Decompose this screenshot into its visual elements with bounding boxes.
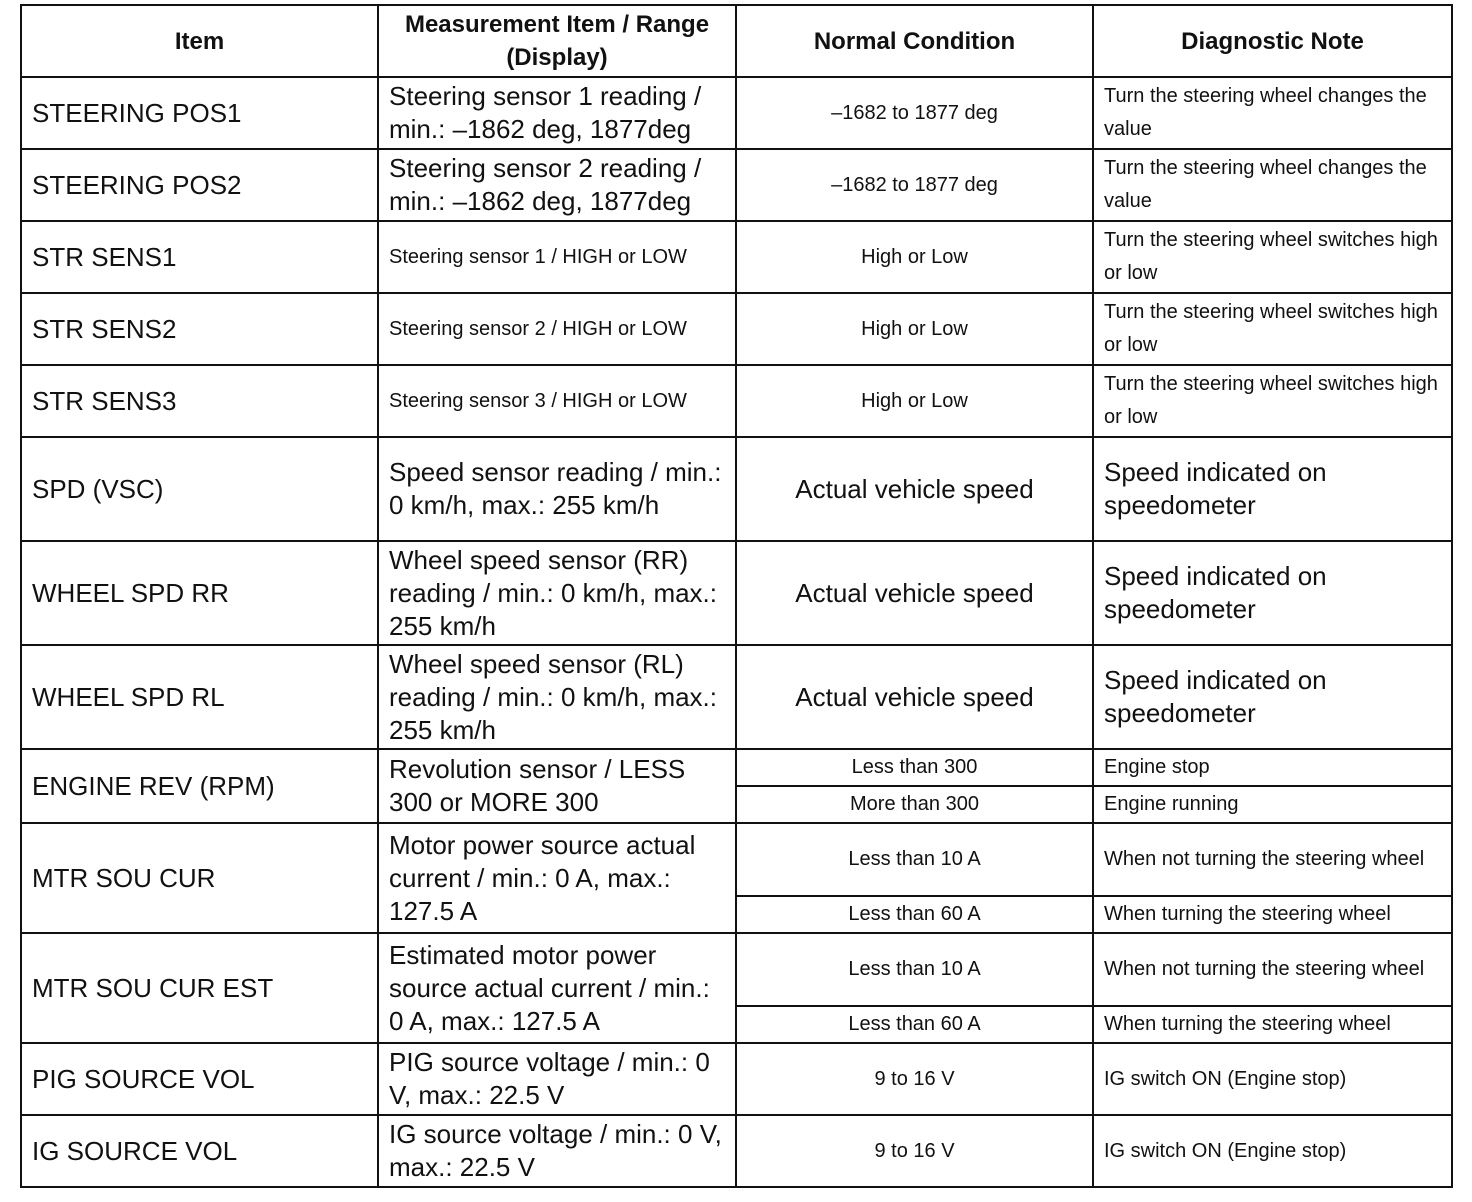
item-cell: STR SENS1	[21, 221, 378, 293]
diagnostic-note-cell: IG switch ON (Engine stop)	[1093, 1043, 1452, 1115]
diagnostic-note-cell: Speed indicated on speedometer	[1093, 437, 1452, 541]
diagnostic-note-cell: Engine running	[1093, 786, 1452, 823]
normal-condition-cell: More than 300	[736, 786, 1093, 823]
item-cell: WHEEL SPD RL	[21, 645, 378, 749]
item-cell: SPD (VSC)	[21, 437, 378, 541]
measurement-cell: Motor power source actual current / min.: 0 A, max.: 127.5 A	[378, 823, 736, 933]
measurement-cell: Steering sensor 1 reading / min.: –1862 deg, 1877deg	[378, 77, 736, 149]
table-row	[21, 541, 1452, 645]
diagnostic-note-cell: IG switch ON (Engine stop)	[1093, 1115, 1452, 1187]
diagnostic-note-cell: Turn the steering wheel switches high or low	[1093, 365, 1452, 437]
normal-condition-cell: High or Low	[736, 221, 1093, 293]
diagnostic-note-cell: Turn the steering wheel changes the value	[1093, 149, 1452, 221]
table-row	[21, 1043, 1452, 1115]
item-cell: STEERING POS1	[21, 77, 378, 149]
table-row	[21, 437, 1452, 541]
measurement-cell: Revolution sensor / LESS 300 or MORE 300	[378, 749, 736, 823]
normal-condition-cell: –1682 to 1877 deg	[736, 77, 1093, 149]
header-item: Item	[21, 5, 378, 77]
table-row	[21, 645, 1452, 749]
header-measurement: Measurement Item / Range (Display)	[378, 5, 736, 77]
table-row	[21, 149, 1452, 221]
normal-condition-cell: High or Low	[736, 365, 1093, 437]
measurement-cell: Steering sensor 3 / HIGH or LOW	[378, 365, 736, 437]
table-row	[21, 823, 1452, 896]
table-row	[21, 77, 1452, 149]
item-cell: STR SENS2	[21, 293, 378, 365]
diagnostic-note-cell: Engine stop	[1093, 749, 1452, 786]
normal-condition-cell: Less than 60 A	[736, 1006, 1093, 1043]
table-row	[21, 1115, 1452, 1187]
header-row	[21, 5, 1452, 77]
measurement-cell: Wheel speed sensor (RR) reading / min.: 0 km/h, max.: 255 km/h	[378, 541, 736, 645]
normal-condition-cell: Less than 10 A	[736, 823, 1093, 896]
item-cell: ENGINE REV (RPM)	[21, 749, 378, 823]
header-normal-condition: Normal Condition	[736, 5, 1093, 77]
table-row	[21, 221, 1452, 293]
normal-condition-cell: Actual vehicle speed	[736, 437, 1093, 541]
normal-condition-cell: Less than 60 A	[736, 896, 1093, 933]
item-cell: STR SENS3	[21, 365, 378, 437]
normal-condition-cell: Less than 10 A	[736, 933, 1093, 1006]
diagnostic-note-cell: When not turning the steering wheel	[1093, 933, 1452, 1006]
normal-condition-cell: –1682 to 1877 deg	[736, 149, 1093, 221]
measurement-cell: Steering sensor 2 reading / min.: –1862 deg, 1877deg	[378, 149, 736, 221]
item-cell: MTR SOU CUR EST	[21, 933, 378, 1043]
diagnostic-note-cell: Turn the steering wheel switches high or low	[1093, 293, 1452, 365]
item-cell: IG SOURCE VOL	[21, 1115, 378, 1187]
table-row	[21, 749, 1452, 786]
measurement-cell: PIG source voltage / min.: 0 V, max.: 22.5 V	[378, 1043, 736, 1115]
diagnostic-note-cell: When not turning the steering wheel	[1093, 823, 1452, 896]
diagnostic-note-cell: When turning the steering wheel	[1093, 1006, 1452, 1043]
measurement-cell: Speed sensor reading / min.: 0 km/h, max.: 255 km/h	[378, 437, 736, 541]
diagnostic-note-cell: Turn the steering wheel switches high or low	[1093, 221, 1452, 293]
normal-condition-cell: Less than 300	[736, 749, 1093, 786]
item-cell: MTR SOU CUR	[21, 823, 378, 933]
measurement-cell: Wheel speed sensor (RL) reading / min.: 0 km/h, max.: 255 km/h	[378, 645, 736, 749]
diagnostic-note-cell: Speed indicated on speedometer	[1093, 541, 1452, 645]
diagnostic-note-cell: When turning the steering wheel	[1093, 896, 1452, 933]
normal-condition-cell: Actual vehicle speed	[736, 645, 1093, 749]
measurement-cell: Estimated motor power source actual current / min.: 0 A, max.: 127.5 A	[378, 933, 736, 1043]
normal-condition-cell: 9 to 16 V	[736, 1115, 1093, 1187]
normal-condition-cell: 9 to 16 V	[736, 1043, 1093, 1115]
item-cell: WHEEL SPD RR	[21, 541, 378, 645]
table-row	[21, 365, 1452, 437]
measurement-cell: IG source voltage / min.: 0 V, max.: 22.5 V	[378, 1115, 736, 1187]
measurement-cell: Steering sensor 1 / HIGH or LOW	[378, 221, 736, 293]
table-row	[21, 933, 1452, 1006]
normal-condition-cell: High or Low	[736, 293, 1093, 365]
header-diagnostic-note: Diagnostic Note	[1093, 5, 1452, 77]
normal-condition-cell: Actual vehicle speed	[736, 541, 1093, 645]
diagnostic-note-cell: Turn the steering wheel changes the value	[1093, 77, 1452, 149]
diagnostic-table	[20, 4, 1453, 1188]
diagnostic-note-cell: Speed indicated on speedometer	[1093, 645, 1452, 749]
table-row	[21, 293, 1452, 365]
item-cell: PIG SOURCE VOL	[21, 1043, 378, 1115]
item-cell: STEERING POS2	[21, 149, 378, 221]
measurement-cell: Steering sensor 2 / HIGH or LOW	[378, 293, 736, 365]
